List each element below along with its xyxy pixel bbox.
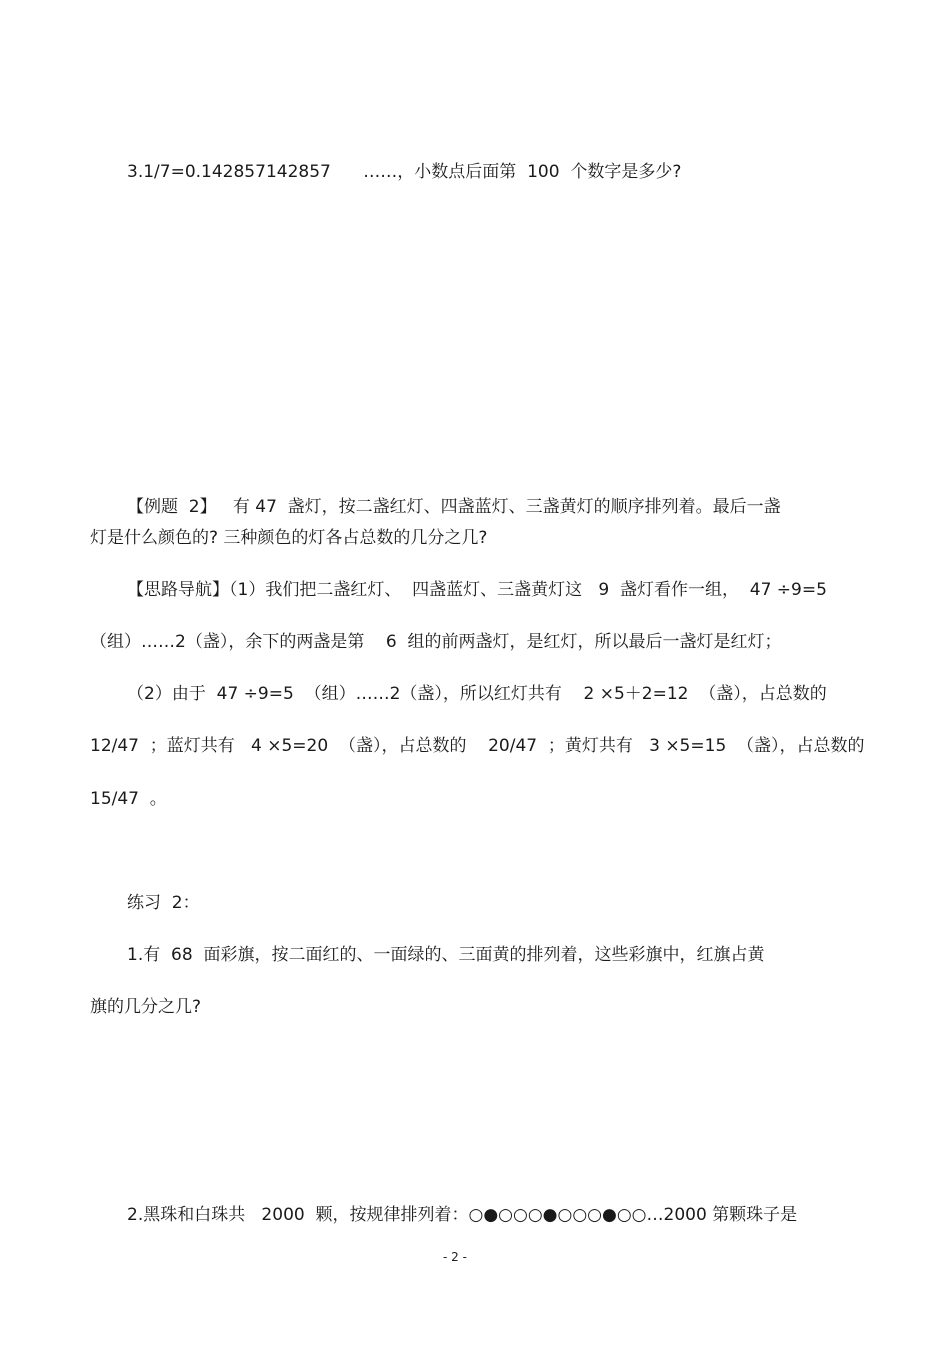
example-2-text: 有 47 盏灯，按二盏红灯、四盏蓝灯、三盏黄灯的顺序排列着。最后一盏 [232, 497, 781, 517]
question-3: 3.1/7=0.142857142857 ……，小数点后面第 100 个数字是多少? [127, 162, 682, 182]
analysis-line-2: （组）……2（盏），余下的两盏是第 6 组的前两盏灯，是红灯，所以最后一盏灯是红灯； [90, 632, 782, 652]
analysis-line-3: （2）由于 47 ÷9=5 （组）……2（盏），所以红灯共有 2 ×5＋2=12 （盏），占总数的 [127, 684, 827, 704]
analysis-line-4: 12/47 ；蓝灯共有 4 ×5=20 （盏），占总数的 20/47 ；黄灯共有 3 ×5=15 （盏），占总数的 [90, 736, 865, 756]
example-2-line-2: 灯是什么颜色的? 三种颜色的灯各占总数的几分之几? [90, 528, 488, 548]
analysis-line-1: 【思路导航】（1）我们把二盏红灯、 四盏蓝灯、三盏黄灯这 9 盏灯看作一组， 47 ÷9=5 [127, 580, 827, 600]
page-number: - 2 - [443, 1250, 467, 1264]
exercise-1-line-2: 旗的几分之几? [90, 997, 202, 1017]
exercise-1-line-1: 1.有 68 面彩旗，按二面红的、一面绿的、三面黄的排列着，这些彩旗中，红旗占黄 [127, 945, 765, 965]
analysis-line-5: 15/47 。 [90, 789, 167, 809]
example-2-line-1 [127, 477, 781, 517]
example-2-title: 【例题 2】 [127, 497, 217, 517]
exercise-title: 练习 2： [127, 893, 200, 913]
exercise-2-line-1: 2.黑珠和白珠共 2000 颗，按规律排列着：○●○○○●○○○●○○…2000 第颗珠子是 [127, 1205, 798, 1225]
